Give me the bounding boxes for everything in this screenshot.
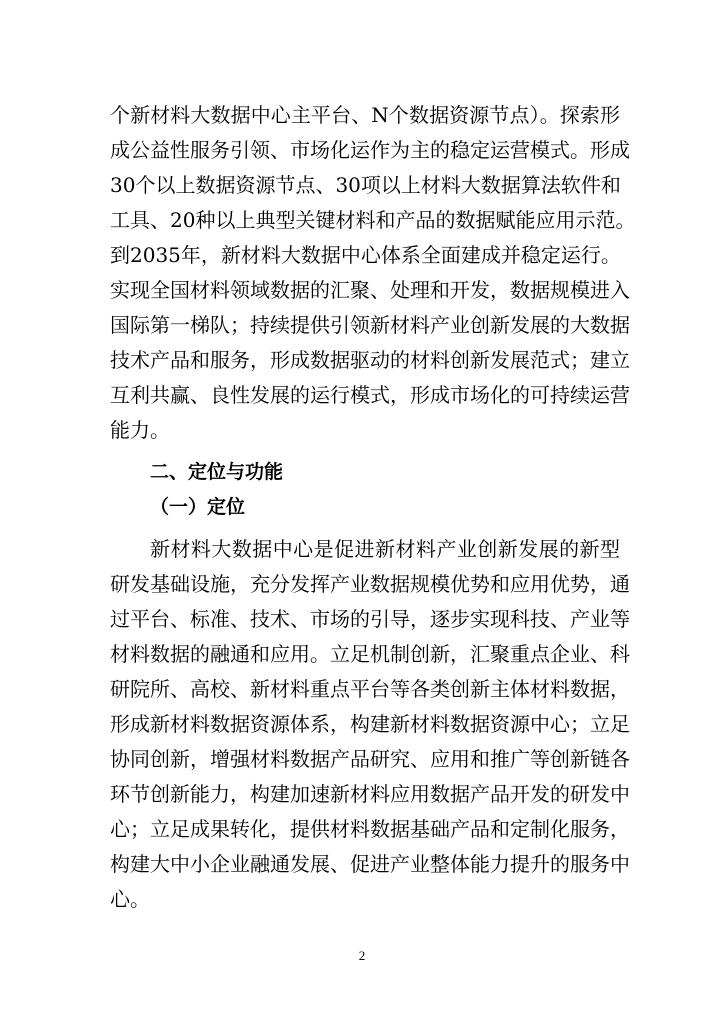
body-text-line: 国际第一梯队；持续提供引领新材料产业创新发展的大数据 (110, 313, 630, 337)
body-text-line: 心。 (110, 887, 150, 911)
body-text-line: 材料数据的融通和应用。立足机制创新，汇聚重点企业、科 (110, 642, 630, 666)
section-heading: 二、定位与功能 (150, 461, 284, 483)
body-text-line: 技术产品和服务，形成数据驱动的材料创新发展范式；建立 (110, 348, 630, 372)
body-text-line: 个新材料大数据中心主平台、N个数据资源节点）。探索形 (110, 103, 620, 127)
body-text-line: 新材料大数据中心是促进新材料产业创新发展的新型 (150, 537, 620, 561)
body-text-line: 能力。 (110, 418, 170, 442)
body-text-line: 研院所、高校、新材料重点平台等各类创新主体材料数据， (110, 677, 630, 701)
page-number: 2 (358, 948, 366, 963)
body-text-line: 研发基础设施，充分发挥产业数据规模优势和应用优势，通 (110, 572, 630, 596)
body-text-line: 形成新材料数据资源体系，构建新材料数据资源中心；立足 (110, 712, 630, 736)
body-text-line: 成公益性服务引领、市场化运作为主的稳定运营模式。形成 (110, 138, 630, 162)
body-text-line: 心；立足成果转化，提供材料数据基础产品和定制化服务， (110, 817, 630, 841)
body-text-line: 30个以上数据资源节点、30项以上材料大数据算法软件和 (110, 173, 621, 197)
body-text-line: 环节创新能力，构建加速新材料应用数据产品开发的研发中 (110, 782, 630, 806)
body-text-line: 互利共赢、良性发展的运行模式，形成市场化的可持续运营 (110, 383, 630, 407)
body-text-line: 到2035年，新材料大数据中心体系全面建成并稳定运行。 (110, 243, 621, 267)
body-text-line: 实现全国材料领域数据的汇聚、处理和开发，数据规模进入 (110, 278, 630, 302)
body-text-line: 过平台、标准、技术、市场的引导，逐步实现科技、产业等 (110, 607, 630, 631)
subsection-heading: （一）定位 (150, 496, 246, 518)
body-text-line: 工具、20种以上典型关键材料和产品的数据赋能应用示范。 (110, 208, 636, 232)
body-text-line: 构建大中小企业融通发展、促进产业整体能力提升的服务中 (110, 852, 630, 876)
body-text-line: 协同创新，增强材料数据产品研究、应用和推广等创新链各 (110, 747, 630, 771)
